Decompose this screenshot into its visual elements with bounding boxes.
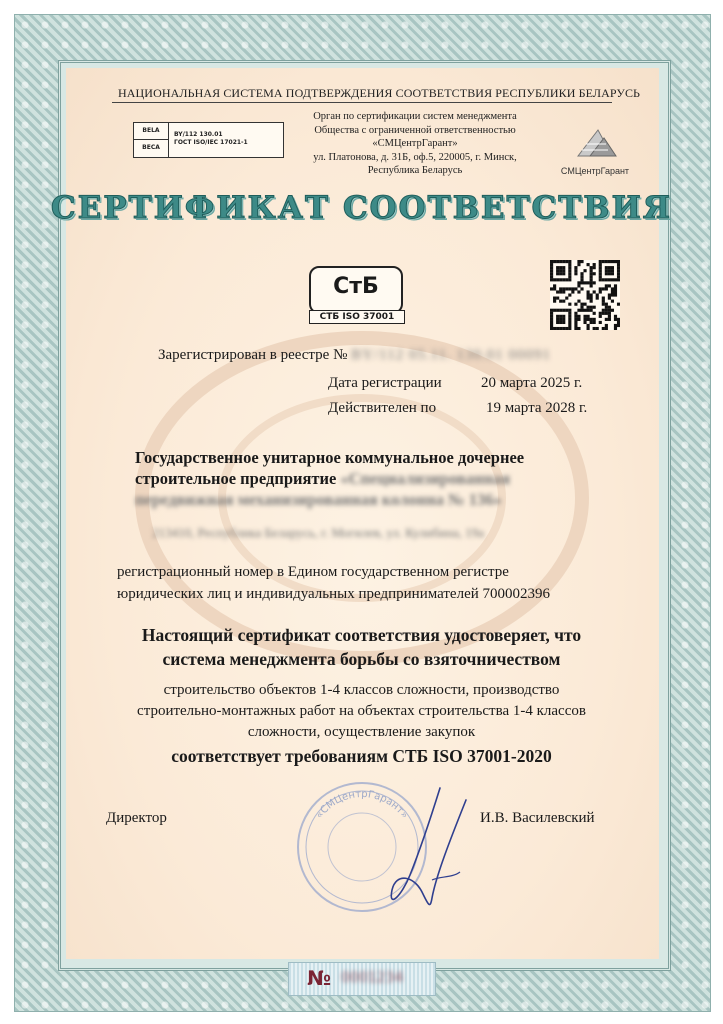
qr-module <box>553 300 556 303</box>
qr-module <box>593 266 596 269</box>
stb-mark-text: СтБ <box>333 274 379 299</box>
qr-module <box>568 272 571 275</box>
qr-module <box>559 309 562 312</box>
qr-module <box>568 315 571 318</box>
qr-module <box>590 275 593 278</box>
qr-module <box>602 303 605 306</box>
qr-module <box>580 278 583 281</box>
accreditation-standard: ГОСТ ISO/IEC 17021-1 <box>174 139 248 146</box>
qr-module <box>605 272 608 275</box>
qr-module <box>583 281 586 284</box>
qr-module <box>574 327 577 330</box>
qr-module <box>608 318 611 321</box>
qr-module <box>550 327 553 330</box>
qr-module <box>599 272 602 275</box>
qr-code-icon <box>550 260 620 330</box>
qr-module <box>611 287 614 290</box>
qr-module <box>556 290 559 293</box>
qr-module <box>550 278 553 281</box>
qr-module <box>599 290 602 293</box>
qr-module <box>568 275 571 278</box>
qr-module <box>574 272 577 275</box>
qr-module <box>593 327 596 330</box>
header-divider <box>112 102 612 103</box>
qr-module <box>605 324 608 327</box>
qr-module <box>559 318 562 321</box>
qr-module <box>577 260 580 263</box>
qr-module <box>605 312 608 315</box>
qr-module <box>602 327 605 330</box>
qr-module <box>556 260 559 263</box>
qr-module <box>556 297 559 300</box>
qr-module <box>602 297 605 300</box>
qr-module <box>556 269 559 272</box>
cb-line: Республика Беларусь <box>367 165 463 176</box>
qr-module <box>590 284 593 287</box>
qr-module <box>611 290 614 293</box>
qr-module <box>550 321 553 324</box>
accreditation-label-top: BELA <box>134 123 168 140</box>
qr-module <box>587 318 590 321</box>
qr-module <box>559 272 562 275</box>
qr-module <box>580 306 583 309</box>
register-note-line2: юридических лиц и индивидуальных предпринимателей 700002396 <box>117 586 551 602</box>
qr-module <box>593 281 596 284</box>
qr-module <box>559 278 562 281</box>
qr-module <box>611 272 614 275</box>
qr-module <box>580 303 583 306</box>
certificate-title: СЕРТИФИКАТ СООТВЕТСТВИЯ <box>50 190 673 226</box>
qr-module <box>565 297 568 300</box>
qr-module <box>617 275 620 278</box>
qr-module <box>608 266 611 269</box>
qr-module <box>614 290 617 293</box>
qr-module <box>611 266 614 269</box>
holder-name-line2: строительное предприятие <box>135 469 337 488</box>
qr-module <box>617 324 620 327</box>
qr-module <box>562 260 565 263</box>
scope-line3: сложности, осуществление закупок <box>247 724 476 740</box>
qr-module <box>568 260 571 263</box>
qr-module <box>602 278 605 281</box>
qr-module <box>605 327 608 330</box>
qr-module <box>550 312 553 315</box>
qr-module <box>574 324 577 327</box>
qr-module <box>587 306 590 309</box>
qr-module <box>556 318 559 321</box>
cb-line: Общества с ограниченной ответственностью <box>314 124 516 136</box>
qr-module <box>559 290 562 293</box>
qr-module <box>590 281 593 284</box>
qr-module <box>614 324 617 327</box>
qr-module <box>587 293 590 296</box>
qr-module <box>559 321 562 324</box>
qr-module <box>583 315 586 318</box>
qr-module <box>568 278 571 281</box>
qr-module <box>562 272 565 275</box>
valid-until-value: 19 марта 2028 г. <box>486 400 588 416</box>
qr-module <box>565 260 568 263</box>
qr-module <box>556 321 559 324</box>
holder-name-redacted-1: «Специализированная <box>340 469 511 488</box>
qr-module <box>605 309 608 312</box>
qr-module <box>590 318 593 321</box>
qr-module <box>580 275 583 278</box>
qr-module <box>611 278 614 281</box>
qr-module <box>617 321 620 324</box>
qr-module <box>580 272 583 275</box>
qr-module <box>553 297 556 300</box>
qr-module <box>590 321 593 324</box>
qr-module <box>580 260 583 263</box>
qr-module <box>593 263 596 266</box>
certificate-number-redacted: 0001234 <box>341 970 404 986</box>
qr-module <box>587 297 590 300</box>
qr-module <box>577 300 580 303</box>
qr-module <box>614 315 617 318</box>
qr-module <box>556 309 559 312</box>
qr-module <box>553 278 556 281</box>
qr-module <box>599 287 602 290</box>
registration-date-label: Дата регистрации <box>328 375 442 391</box>
qr-module <box>611 260 614 263</box>
qr-module <box>553 284 556 287</box>
qr-module <box>608 278 611 281</box>
qr-module <box>550 318 553 321</box>
qr-module <box>556 327 559 330</box>
qr-module <box>608 315 611 318</box>
qr-module <box>580 309 583 312</box>
accreditation-mark <box>133 122 284 158</box>
qr-module <box>556 266 559 269</box>
qr-module <box>568 263 571 266</box>
registry-number-redacted: BY/112 05.11. 130.01 00091 <box>351 347 552 363</box>
qr-module <box>587 290 590 293</box>
qr-module <box>605 278 608 281</box>
qr-module <box>611 293 614 296</box>
qr-module <box>574 287 577 290</box>
qr-module <box>608 312 611 315</box>
qr-module <box>593 318 596 321</box>
qr-module <box>593 321 596 324</box>
qr-module <box>614 293 617 296</box>
director-name: И.В. Василевский <box>480 810 595 826</box>
qr-module <box>577 290 580 293</box>
qr-module <box>562 269 565 272</box>
holder-name <box>135 447 615 510</box>
qr-module <box>577 309 580 312</box>
qr-module <box>599 260 602 263</box>
qr-module <box>605 287 608 290</box>
qr-module <box>614 278 617 281</box>
certification-scope <box>0 680 723 743</box>
qr-module <box>596 293 599 296</box>
qr-module <box>599 263 602 266</box>
qr-module <box>580 287 583 290</box>
qr-module <box>583 269 586 272</box>
qr-module <box>556 278 559 281</box>
qr-module <box>605 306 608 309</box>
qr-module <box>574 269 577 272</box>
register-note-line1: регистрационный номер в Едином государственном регистре <box>117 564 509 580</box>
qr-module <box>559 269 562 272</box>
qr-module <box>568 269 571 272</box>
qr-module <box>587 263 590 266</box>
qr-module <box>550 315 553 318</box>
certificate-number-label: № <box>307 966 332 990</box>
qr-module <box>568 309 571 312</box>
qr-module <box>553 327 556 330</box>
qr-module <box>565 327 568 330</box>
certification-body-info <box>290 110 540 178</box>
qr-module <box>562 321 565 324</box>
qr-module <box>587 315 590 318</box>
qr-module <box>571 287 574 290</box>
qr-module <box>599 269 602 272</box>
qr-module <box>550 260 553 263</box>
qr-module <box>553 287 556 290</box>
qr-module <box>608 272 611 275</box>
qr-module <box>593 312 596 315</box>
qr-module <box>550 269 553 272</box>
qr-module <box>568 321 571 324</box>
qr-module <box>562 318 565 321</box>
qr-module <box>550 287 553 290</box>
qr-module <box>602 312 605 315</box>
qr-module <box>553 260 556 263</box>
qr-module <box>590 293 593 296</box>
qr-module <box>568 312 571 315</box>
qr-module <box>590 306 593 309</box>
qr-module <box>593 290 596 293</box>
qr-module <box>602 309 605 312</box>
qr-module <box>574 312 577 315</box>
qr-module <box>602 260 605 263</box>
qr-module <box>605 269 608 272</box>
qr-module <box>562 290 565 293</box>
smcentrgarant-logo <box>560 116 630 176</box>
qr-module <box>590 309 593 312</box>
qr-module <box>608 309 611 312</box>
director-signature <box>370 780 480 920</box>
qr-module <box>617 266 620 269</box>
qr-module <box>562 278 565 281</box>
qr-module <box>568 303 571 306</box>
qr-module <box>611 309 614 312</box>
qr-module <box>550 263 553 266</box>
scope-line2: строительно-монтажных работ на объектах строительства 1-4 классов <box>137 703 586 719</box>
qr-module <box>571 290 574 293</box>
holder-name-redacted-2: передвижная механизированная колонна № 136» <box>135 490 502 509</box>
qr-module <box>617 260 620 263</box>
logo-label: СМЦентрГарант <box>560 166 630 176</box>
qr-module <box>556 315 559 318</box>
qr-module <box>590 297 593 300</box>
qr-module <box>562 287 565 290</box>
qr-module <box>602 300 605 303</box>
qr-module <box>550 324 553 327</box>
qr-module <box>577 263 580 266</box>
qr-module <box>617 303 620 306</box>
registry-line <box>158 347 551 364</box>
qr-module <box>568 318 571 321</box>
qr-module <box>559 260 562 263</box>
qr-module <box>614 260 617 263</box>
qr-module <box>602 287 605 290</box>
qr-module <box>577 327 580 330</box>
accreditation-number: BY/112 130.01 <box>174 131 223 138</box>
qr-module <box>587 324 590 327</box>
qr-module <box>550 275 553 278</box>
qr-module <box>562 300 565 303</box>
qr-module <box>583 321 586 324</box>
qr-module <box>577 284 580 287</box>
qr-module <box>577 315 580 318</box>
qr-module <box>559 287 562 290</box>
qr-module <box>559 300 562 303</box>
holder-address-redacted: 213410, Республика Беларусь, г. Могилев, ул. Кулибина, 19а <box>152 525 484 540</box>
qr-module <box>568 266 571 269</box>
qr-module <box>574 315 577 318</box>
qr-module <box>599 312 602 315</box>
qr-module <box>599 266 602 269</box>
qr-module <box>590 272 593 275</box>
qr-module <box>568 287 571 290</box>
qr-module <box>605 318 608 321</box>
conformity-statement: соответствует требованиям СТБ ISO 37001-2020 <box>171 746 552 766</box>
qr-module <box>559 327 562 330</box>
scope-line1: строительство объектов 1-4 классов сложности, производство <box>163 682 560 698</box>
qr-module <box>562 309 565 312</box>
qr-module <box>617 263 620 266</box>
qr-module <box>605 260 608 263</box>
qr-module <box>583 309 586 312</box>
qr-module <box>590 266 593 269</box>
certifies-line2: система менеджмента борьбы со взяточничеством <box>162 649 561 669</box>
registration-date-value: 20 марта 2025 г. <box>481 375 583 391</box>
qr-module <box>568 293 571 296</box>
accreditation-label-bottom: BECA <box>142 144 160 151</box>
qr-module <box>611 269 614 272</box>
qr-module <box>562 315 565 318</box>
qr-module <box>574 318 577 321</box>
qr-module <box>605 284 608 287</box>
qr-module <box>599 278 602 281</box>
director-label: Директор <box>106 810 167 826</box>
qr-module <box>614 287 617 290</box>
qr-module <box>614 318 617 321</box>
qr-module <box>599 315 602 318</box>
qr-module <box>590 300 593 303</box>
certifies-line1: Настоящий сертификат соответствия удостоверяет, что <box>141 625 582 645</box>
qr-module <box>565 309 568 312</box>
qr-module <box>550 309 553 312</box>
qr-module <box>614 284 617 287</box>
qr-module <box>599 321 602 324</box>
qr-module <box>565 287 568 290</box>
qr-module <box>583 318 586 321</box>
register-note <box>117 561 617 605</box>
qr-module <box>559 266 562 269</box>
qr-module <box>562 327 565 330</box>
logo-graphic-icon <box>560 116 630 166</box>
qr-module <box>611 300 614 303</box>
qr-module <box>608 260 611 263</box>
registry-label: Зарегистрирован в реестре № <box>158 347 348 363</box>
qr-module <box>608 284 611 287</box>
qr-module <box>608 306 611 309</box>
qr-module <box>617 272 620 275</box>
qr-module <box>577 281 580 284</box>
qr-module <box>587 309 590 312</box>
stb-iso-mark <box>309 266 401 322</box>
qr-module <box>590 278 593 281</box>
qr-module <box>562 266 565 269</box>
qr-module <box>587 281 590 284</box>
qr-module <box>617 269 620 272</box>
qr-module <box>608 297 611 300</box>
qr-module <box>608 293 611 296</box>
qr-module <box>574 321 577 324</box>
qr-module <box>568 324 571 327</box>
qr-module <box>599 275 602 278</box>
qr-module <box>617 278 620 281</box>
qr-module <box>574 303 577 306</box>
qr-module <box>550 266 553 269</box>
holder-name-line1: Государственное унитарное коммунальное дочернее <box>135 448 525 467</box>
national-system-header: НАЦИОНАЛЬНАЯ СИСТЕМА ПОДТВЕРЖДЕНИЯ СООТВЕТСТВИЯ РЕСПУБЛИКИ БЕЛАРУСЬ <box>118 86 641 100</box>
qr-module <box>556 272 559 275</box>
qr-module <box>596 327 599 330</box>
qr-module <box>593 306 596 309</box>
qr-module <box>593 272 596 275</box>
cb-line: Орган по сертификации систем менеджмента <box>313 111 517 122</box>
qr-module <box>565 278 568 281</box>
certifies-statement <box>0 623 723 671</box>
qr-module <box>605 303 608 306</box>
qr-module <box>614 327 617 330</box>
qr-module <box>559 315 562 318</box>
qr-module <box>577 318 580 321</box>
qr-module <box>587 327 590 330</box>
qr-module <box>583 303 586 306</box>
cb-line: «СМЦентрГарант» <box>372 138 458 149</box>
qr-module <box>550 272 553 275</box>
qr-module <box>596 297 599 300</box>
stb-mark-caption: СТБ ISO 37001 <box>309 310 405 324</box>
valid-until-label: Действителен по <box>328 400 437 416</box>
qr-module <box>590 269 593 272</box>
stamp-text: «СМЦентрГарант» <box>314 788 410 821</box>
qr-module <box>580 281 583 284</box>
certificate-number-field <box>288 962 436 996</box>
qr-module <box>553 309 556 312</box>
qr-module <box>605 266 608 269</box>
qr-module <box>568 327 571 330</box>
qr-module <box>617 318 620 321</box>
qr-module <box>608 269 611 272</box>
qr-module <box>574 266 577 269</box>
cb-line: ул. Платонова, д. 31Б, оф.5, 220005, г. Минск, <box>313 151 517 163</box>
